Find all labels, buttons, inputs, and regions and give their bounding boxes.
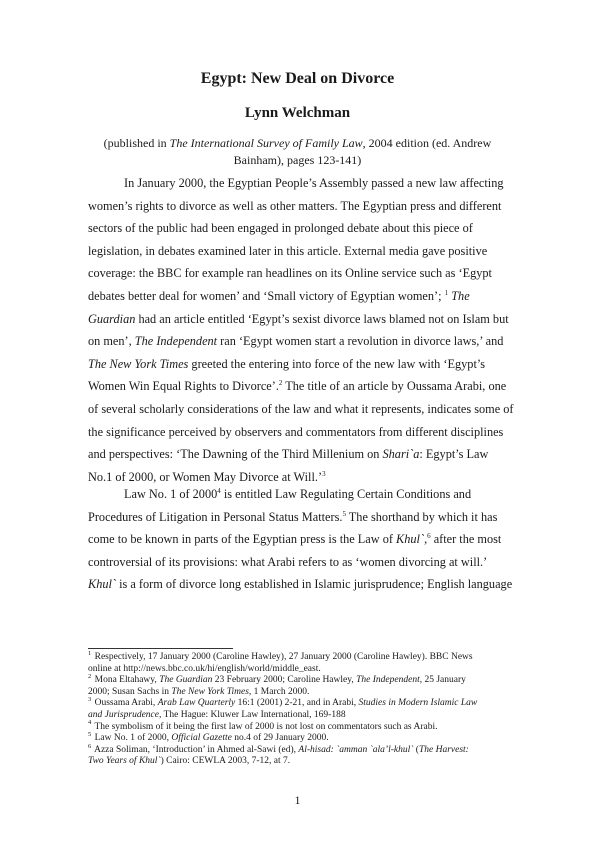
- footnote-italic: and Jurisprudence: [88, 709, 159, 720]
- p2-text: The shorthand by which it has: [345, 509, 498, 524]
- footnote-number: 3: [88, 696, 92, 704]
- footnote-italic: Arab Law Quarterly: [157, 698, 236, 709]
- footnote-2: [88, 675, 508, 698]
- footnote-italic: Studies in Modern Islamic Law: [358, 698, 478, 709]
- p1-text: and perspectives: ‘The Dawning of the Third Millenium on: [88, 447, 383, 462]
- footnote-text: Azza Soliman, ‘Introduction’ in Ahmed al-Sawi (ed),: [92, 744, 299, 755]
- footnote-ref-4[interactable]: 4: [217, 486, 221, 495]
- footnote-4: [88, 719, 508, 734]
- footnote-ref-5[interactable]: 5: [342, 509, 346, 518]
- p1-line: [88, 330, 508, 353]
- p1-italic: Guardian: [88, 311, 136, 326]
- p1-line: of several scholarly considerations of the law and what it represents, indicates some of: [88, 401, 514, 416]
- footnote-5: [88, 733, 508, 745]
- footnote-italic: The Independent: [356, 675, 420, 686]
- footnote-text: 16:1 (2001) 2-21, and in Arabi,: [235, 698, 359, 709]
- footnote-text: no.4 of 29 January 2000.: [231, 733, 329, 744]
- footnote-italic: Al-hisad: `amman `ala’l-khul`: [298, 744, 414, 755]
- p1-line: [88, 353, 508, 376]
- footnote-number: 6: [88, 742, 92, 750]
- p1-italic: The: [451, 288, 470, 303]
- p2-line: controversial of its provisions: what Arabi refers to as ‘women divorcing at will.’: [88, 554, 488, 569]
- footnote-italic: Official Gazette: [171, 733, 232, 744]
- p1-line: In January 2000, the Egyptian People’s Assembly passed a new law affecting: [124, 176, 504, 190]
- paragraph-2: [88, 483, 513, 596]
- p2-line: [88, 506, 508, 529]
- footnote-number: 4: [88, 719, 92, 727]
- p1-italic: Shari`a: [382, 447, 420, 462]
- footnote-italic: The Harvest:: [418, 744, 469, 755]
- footnote-text: , The Hague: Kluwer Law International, 169-188: [158, 709, 346, 720]
- publication-note: [100, 135, 495, 169]
- p2-italic: Khul`: [396, 532, 425, 547]
- p1-text: ran ‘Egypt women start a revolution in divorce laws,’ and: [217, 334, 504, 349]
- footnote-text: ) Cairo: CEWLA 2003, 7-12, at 7.: [160, 756, 291, 767]
- p1-text: greeted the entering into force of the new law with ‘Egypt’s: [188, 356, 486, 371]
- p1-line: the significance perceived by observers and commentators from different disciplines: [88, 424, 504, 439]
- footnote-ref-3[interactable]: 3: [322, 469, 326, 478]
- footnote-text: Mona Eltahawy,: [92, 675, 160, 686]
- footnote-divider: [88, 648, 233, 649]
- footnote-number: 2: [88, 673, 92, 681]
- p1-line: women’s rights to divorce as well as other matters. The Egyptian press and different: [88, 198, 502, 213]
- p2-line: [88, 528, 508, 551]
- page-number: 1: [294, 793, 301, 807]
- p1-line: coverage: the BBC for example ran headlines on its Online service such as ‘Egypt: [88, 266, 492, 281]
- p1-italic: The Independent: [134, 334, 218, 349]
- paragraph-1: [88, 172, 514, 488]
- publication-prefix: (published in: [103, 136, 170, 150]
- p1-line: sectors of the public had been engaged in prolonged debate about this piece of: [88, 221, 473, 236]
- footnote-italic: The New York Times: [171, 686, 249, 697]
- p1-text: : Egypt’s Law: [419, 447, 489, 462]
- p2-text: is entitled Law Regulating Certain Conditions and: [220, 487, 472, 501]
- p2-text: after the most: [430, 532, 502, 547]
- publication-line-1: [100, 135, 495, 152]
- footnote-text: 2000; Susan Sachs in: [88, 686, 172, 697]
- p1-line: [88, 285, 508, 308]
- p2-text: Procedures of Litigation in Personal Status Matters.: [88, 509, 343, 524]
- p2-text: come to be known in parts of the Egyptian press is the Law of: [88, 532, 397, 547]
- p2-text: is a form of divorce long established in Islamic jurisprudence; English language: [116, 577, 513, 592]
- journal-title: The International Survey of Family Law: [169, 136, 363, 150]
- p1-text: Women Win Equal Rights to Divorce’.: [88, 379, 279, 394]
- p1-text: debates better deal for women’ and ‘Small victory of Egyptian women’;: [88, 288, 442, 303]
- footnote-link[interactable]: online at http://news.bbc.co.uk/hi/english/world/middle_east.: [88, 663, 321, 674]
- p2-italic: Khul`: [88, 577, 117, 592]
- footnote-italic: Two Years of Khul`: [88, 756, 161, 767]
- p2-line: [88, 483, 508, 506]
- footnotes: [88, 649, 508, 768]
- article-title: Egypt: New Deal on Divorce: [200, 70, 395, 87]
- p1-line: [88, 375, 508, 398]
- footnote-text: , 25 January: [419, 675, 466, 686]
- footnote-3: [88, 698, 508, 721]
- footnote-text: , 1 March 2000.: [248, 686, 310, 697]
- footnote-ref-1[interactable]: 1: [444, 288, 449, 297]
- footnote-text: The symbolism of it being the first law of 2000 is not lost on commentators such as Arabi.: [92, 721, 438, 732]
- footnote-text: Law No. 1 of 2000,: [92, 733, 172, 744]
- p1-text: No.1 of 2000, or Women May Divorce at Will.’: [88, 469, 323, 484]
- footnote-ref-6[interactable]: 6: [427, 532, 431, 541]
- footnote-text: Respectively, 17 January 2000 (Caroline Hawley), 27 January 2000 (Caroline Hawley). BBC News: [92, 652, 473, 662]
- p1-text: had an article entitled ‘Egypt’s sexist divorce laws blamed not on Islam but: [135, 311, 509, 326]
- footnote-text: (: [413, 744, 419, 755]
- p1-line: legislation, in debates examined later in this article. External media gave positive: [88, 243, 488, 258]
- p1-text: on men’,: [88, 334, 135, 349]
- p2-text: Law No. 1 of 2000: [124, 487, 218, 501]
- footnote-text: Oussama Arabi,: [92, 698, 158, 709]
- publication-line-2: Bainham), pages 123-141): [233, 153, 362, 167]
- footnote-number: 5: [88, 731, 92, 738]
- footnote-ref-2[interactable]: 2: [278, 379, 283, 388]
- p2-line: [88, 573, 513, 596]
- publication-suffix: , 2004 edition (ed. Andrew: [362, 136, 492, 150]
- p1-line: [88, 443, 508, 466]
- p1-line: [88, 308, 508, 331]
- footnote-italic: The Guardian: [159, 675, 213, 686]
- footnote-text: 23 February 2000; Caroline Hawley,: [212, 675, 357, 686]
- p1-text: The title of an article by Oussama Arabi, one: [282, 379, 507, 394]
- footnote-1: [88, 649, 508, 675]
- footnote-number: 1: [88, 649, 92, 657]
- footnote-6: [88, 742, 508, 768]
- author-name: Lynn Welchman: [244, 105, 351, 121]
- p1-italic: The New York Times: [88, 356, 189, 371]
- p2-text: ,: [424, 532, 428, 547]
